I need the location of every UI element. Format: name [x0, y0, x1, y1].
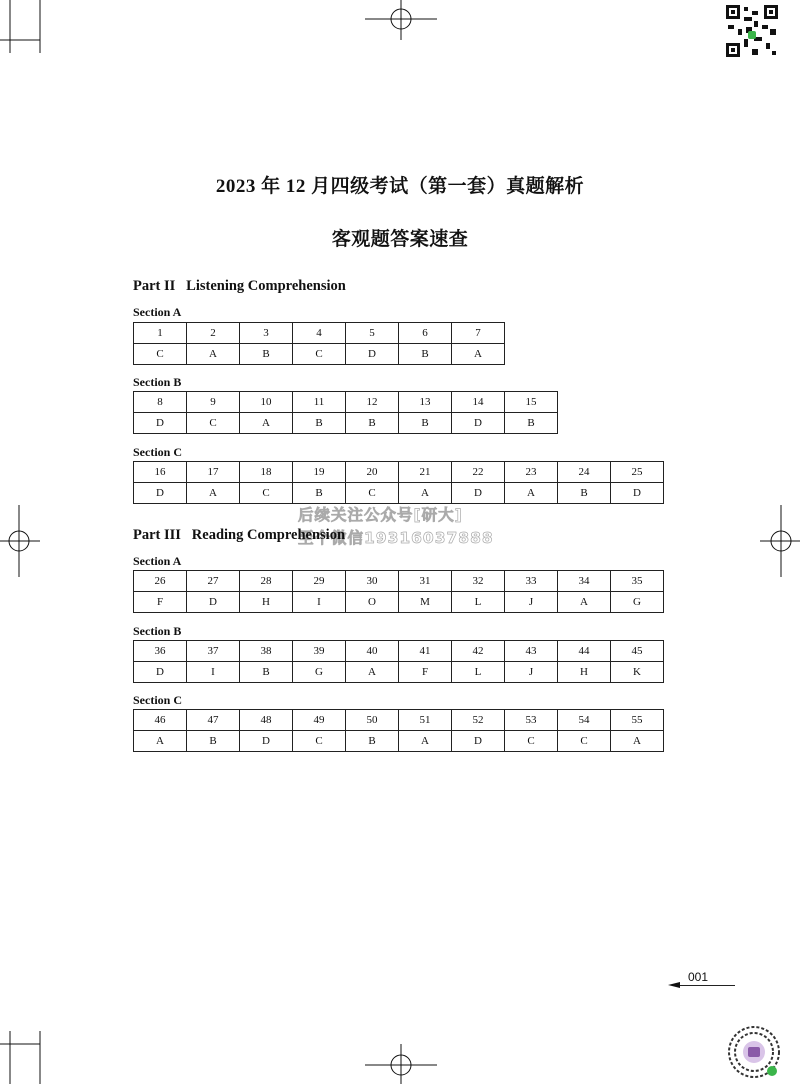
question-number-cell: 1	[134, 323, 187, 344]
answer-row	[134, 483, 664, 504]
section-heading: Section A	[133, 554, 182, 568]
answer-cell: A	[187, 344, 240, 365]
question-number-cell: 17	[187, 462, 240, 483]
question-number-cell: 42	[452, 641, 505, 662]
answer-cell: D	[346, 344, 399, 365]
answer-cell: B	[187, 731, 240, 752]
question-number-cell: 25	[611, 462, 664, 483]
answer-cell: A	[187, 483, 240, 504]
part-heading-listening: Part II Listening Comprehension	[133, 278, 346, 294]
answer-cell: B	[293, 413, 346, 434]
answer-cell: I	[187, 662, 240, 683]
question-number-cell: 10	[240, 392, 293, 413]
question-number-cell: 48	[240, 710, 293, 731]
answer-row	[134, 592, 664, 613]
question-number-cell: 19	[293, 462, 346, 483]
question-number-cell: 18	[240, 462, 293, 483]
page-rule	[680, 985, 735, 986]
question-number-cell: 32	[452, 571, 505, 592]
question-number-cell: 13	[399, 392, 452, 413]
question-number-cell: 27	[187, 571, 240, 592]
answer-cell: J	[505, 592, 558, 613]
question-number-cell: 33	[505, 571, 558, 592]
answer-cell: L	[452, 592, 505, 613]
answer-row	[134, 344, 505, 365]
answer-cell: G	[293, 662, 346, 683]
answer-cell: D	[134, 413, 187, 434]
answer-cell: D	[240, 731, 293, 752]
question-number-cell: 6	[399, 323, 452, 344]
answer-cell: M	[399, 592, 452, 613]
question-number-cell: 26	[134, 571, 187, 592]
document-subtitle: 客观题答案速查	[331, 229, 469, 250]
question-number-cell: 28	[240, 571, 293, 592]
answer-cell: D	[452, 731, 505, 752]
question-number-cell: 35	[611, 571, 664, 592]
answer-cell: C	[346, 483, 399, 504]
answer-cell: A	[399, 483, 452, 504]
question-number-cell: 31	[399, 571, 452, 592]
question-number-cell: 4	[293, 323, 346, 344]
answer-cell: D	[611, 483, 664, 504]
answer-table	[133, 322, 505, 365]
question-number-cell: 21	[399, 462, 452, 483]
answer-cell: B	[399, 344, 452, 365]
question-number-cell: 52	[452, 710, 505, 731]
question-number-cell: 22	[452, 462, 505, 483]
answer-cell: A	[558, 592, 611, 613]
answer-table	[133, 391, 558, 434]
watermark-line-1: 后续关注公众号[研大]	[298, 506, 463, 524]
question-number-cell: 3	[240, 323, 293, 344]
question-number-cell: 34	[558, 571, 611, 592]
question-number-cell: 49	[293, 710, 346, 731]
question-number-cell: 9	[187, 392, 240, 413]
answer-table	[133, 570, 664, 613]
qr-code-icon	[724, 3, 780, 59]
answer-cell: B	[505, 413, 558, 434]
answer-cell: C	[558, 731, 611, 752]
section-heading: Section B	[133, 375, 182, 389]
question-number-cell: 5	[346, 323, 399, 344]
section-heading: Section A	[133, 305, 182, 319]
answer-cell: C	[293, 344, 346, 365]
answer-row	[134, 413, 558, 434]
question-number-cell: 39	[293, 641, 346, 662]
answer-cell: A	[399, 731, 452, 752]
question-number-cell: 24	[558, 462, 611, 483]
answer-cell: B	[346, 413, 399, 434]
answer-cell: B	[240, 662, 293, 683]
question-number-cell: 15	[505, 392, 558, 413]
answer-cell: C	[293, 731, 346, 752]
question-number-cell: 23	[505, 462, 558, 483]
answer-cell: F	[399, 662, 452, 683]
question-number-cell: 40	[346, 641, 399, 662]
answer-cell: O	[346, 592, 399, 613]
answer-cell: H	[240, 592, 293, 613]
answer-cell: D	[134, 483, 187, 504]
section-heading: Section C	[133, 693, 182, 707]
question-number-cell: 12	[346, 392, 399, 413]
answer-cell: C	[187, 413, 240, 434]
answer-cell: K	[611, 662, 664, 683]
answer-cell: B	[293, 483, 346, 504]
answer-cell: D	[187, 592, 240, 613]
question-number-row	[134, 641, 664, 662]
question-number-cell: 37	[187, 641, 240, 662]
question-number-cell: 2	[187, 323, 240, 344]
answer-cell: B	[346, 731, 399, 752]
answer-cell: H	[558, 662, 611, 683]
answer-table	[133, 709, 664, 752]
question-number-row	[134, 462, 664, 483]
question-number-cell: 53	[505, 710, 558, 731]
answer-row	[134, 662, 664, 683]
answer-cell: A	[134, 731, 187, 752]
question-number-row	[134, 392, 558, 413]
question-number-cell: 45	[611, 641, 664, 662]
answer-cell: F	[134, 592, 187, 613]
answer-cell: C	[134, 344, 187, 365]
answer-cell: D	[452, 483, 505, 504]
answer-cell: D	[134, 662, 187, 683]
mini-program-code-icon	[726, 1024, 782, 1080]
answer-row	[134, 731, 664, 752]
question-number-cell: 43	[505, 641, 558, 662]
question-number-cell: 7	[452, 323, 505, 344]
question-number-cell: 47	[187, 710, 240, 731]
answer-cell: B	[399, 413, 452, 434]
question-number-cell: 14	[452, 392, 505, 413]
question-number-cell: 29	[293, 571, 346, 592]
question-number-cell: 55	[611, 710, 664, 731]
watermark-line-2: 至个微信19316037888	[298, 529, 494, 547]
question-number-cell: 50	[346, 710, 399, 731]
answer-cell: A	[611, 731, 664, 752]
question-number-cell: 51	[399, 710, 452, 731]
page-marker-icon	[668, 982, 680, 988]
answer-cell: I	[293, 592, 346, 613]
document-title: 2023 年 12 月四级考试（第一套）真题解析	[215, 176, 585, 197]
answer-table	[133, 640, 664, 683]
question-number-cell: 41	[399, 641, 452, 662]
question-number-cell: 8	[134, 392, 187, 413]
answer-cell: A	[505, 483, 558, 504]
question-number-cell: 46	[134, 710, 187, 731]
answer-cell: A	[452, 344, 505, 365]
answer-cell: G	[611, 592, 664, 613]
answer-cell: L	[452, 662, 505, 683]
page-number: 001	[688, 970, 709, 984]
question-number-cell: 11	[293, 392, 346, 413]
answer-cell: J	[505, 662, 558, 683]
question-number-row	[134, 710, 664, 731]
question-number-cell: 36	[134, 641, 187, 662]
question-number-cell: 54	[558, 710, 611, 731]
question-number-row	[134, 323, 505, 344]
answer-cell: A	[346, 662, 399, 683]
answer-cell: C	[505, 731, 558, 752]
answer-table	[133, 461, 664, 504]
answer-cell: A	[240, 413, 293, 434]
section-heading: Section B	[133, 624, 182, 638]
question-number-cell: 30	[346, 571, 399, 592]
answer-cell: D	[452, 413, 505, 434]
question-number-cell: 20	[346, 462, 399, 483]
answer-cell: B	[240, 344, 293, 365]
question-number-cell: 44	[558, 641, 611, 662]
answer-cell: B	[558, 483, 611, 504]
question-number-cell: 16	[134, 462, 187, 483]
part-heading-reading: Part III Reading Comprehension	[133, 527, 346, 543]
answer-cell: C	[240, 483, 293, 504]
section-heading: Section C	[133, 445, 182, 459]
question-number-row	[134, 571, 664, 592]
question-number-cell: 38	[240, 641, 293, 662]
